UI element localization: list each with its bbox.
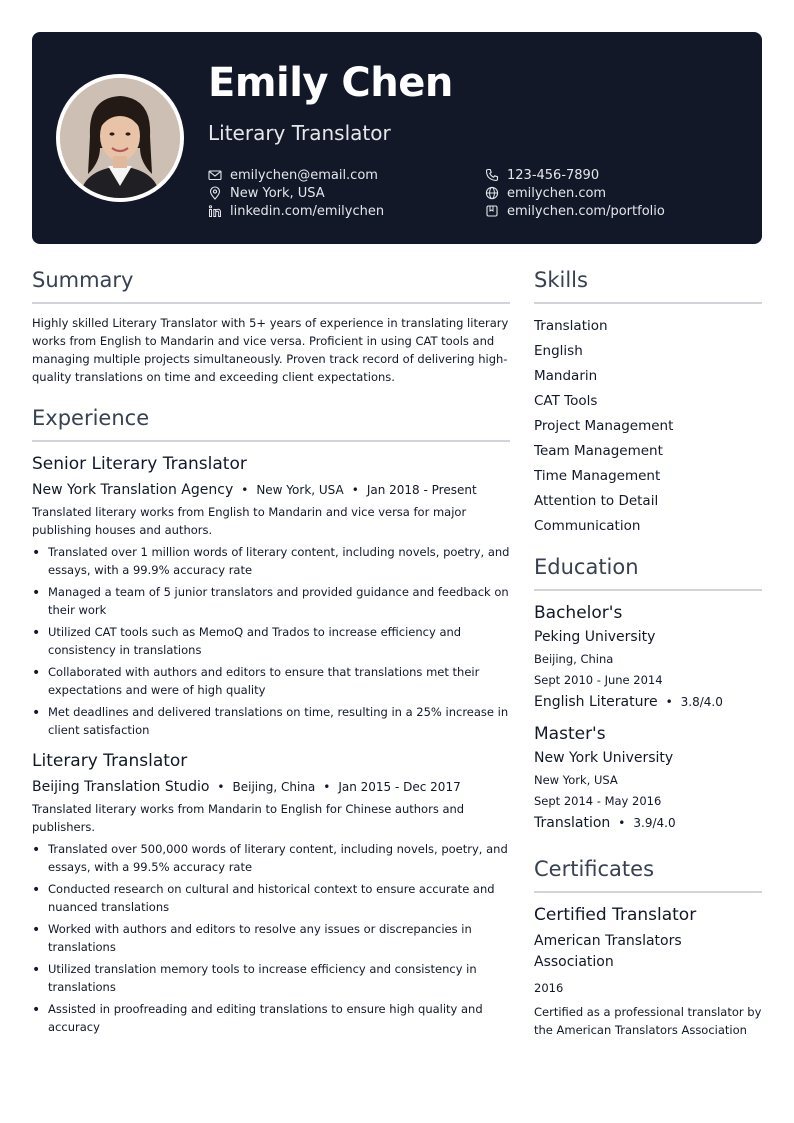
job-meta: Beijing Translation Studio • Beijing, China • Jan 2015 - Dec 2017 <box>32 779 461 795</box>
profile-photo <box>56 74 184 202</box>
list-item: • Utilized CAT tools such as MemoQ and Trados to increase efficiency and consistency in translations <box>32 623 510 659</box>
job-achievements <box>32 840 510 1036</box>
contact-email[interactable] <box>208 166 378 184</box>
skill-item: Team Management <box>534 443 663 459</box>
location-pin-icon <box>208 186 222 200</box>
resume-header <box>32 32 762 244</box>
edu-major: English Literature <box>534 694 658 710</box>
globe-icon <box>485 186 499 200</box>
skill-item: Mandarin <box>534 368 598 384</box>
mail-icon <box>208 168 222 182</box>
edu-field: Translation • 3.9/4.0 <box>534 815 676 831</box>
edu-location: Beijing, China <box>534 652 614 666</box>
skill-item: Translation <box>534 318 608 334</box>
job-description: Translated literary works from Mandarin to English for Chinese authors and publishers. <box>32 802 465 834</box>
portfolio-icon <box>485 204 499 218</box>
cert-issuer: American Translators Association <box>534 933 682 970</box>
job-title: Literary Translator <box>32 751 188 771</box>
skills-list <box>534 314 762 539</box>
skill-item: Communication <box>534 518 641 534</box>
job-dates: Jan 2015 - Dec 2017 <box>338 780 461 794</box>
contact-location <box>208 184 325 202</box>
job-meta: New York Translation Agency • New York, USA • Jan 2018 - Present <box>32 482 477 498</box>
skill-item: English <box>534 343 583 359</box>
edu-field: English Literature • 3.8/4.0 <box>534 694 723 710</box>
experience-heading: Experience <box>32 406 510 442</box>
list-item: • Utilized translation memory tools to increase efficiency and consistency in translations <box>32 960 510 996</box>
skill-item: Attention to Detail <box>534 493 659 509</box>
job-description: Translated literary works from English to Mandarin and vice versa for major publishing houses and authors. <box>32 505 467 537</box>
linkedin-text: linkedin.com/emilychen <box>230 203 385 219</box>
job-entry <box>32 751 510 1036</box>
candidate-name: Emily Chen <box>208 60 453 106</box>
list-item: • Translated over 1 million words of literary content, including novels, poetry, and essays, with a 99.9% accuracy rate <box>32 543 510 579</box>
list-item: • Conducted research on cultural and historical context to ensure accurate and nuanced translations <box>32 880 510 916</box>
skills-heading: Skills <box>534 268 762 304</box>
education-entry <box>534 603 762 710</box>
edu-degree: Master's <box>534 724 606 744</box>
edu-dates: Sept 2014 - May 2016 <box>534 794 662 808</box>
contact-info <box>208 166 688 226</box>
cert-name: Certified Translator <box>534 905 697 925</box>
skill-item: Time Management <box>534 468 661 484</box>
edu-gpa: 3.9/4.0 <box>633 816 676 830</box>
job-company: New York Translation Agency <box>32 482 234 498</box>
certificate-entry <box>534 905 762 1039</box>
certificates-heading: Certificates <box>534 857 762 893</box>
job-dates: Jan 2018 - Present <box>366 483 477 497</box>
cert-description: Certified as a professional translator by the American Translators Association <box>534 1005 762 1037</box>
summary-text: Highly skilled Literary Translator with 5+ years of experience in translating literary works from English to Mandarin and vice versa. Proficient in using CAT tools and managing multiple projects simultaneously. Proven track record of delivering high-quality translations on time and exceeding client expectations. <box>32 316 509 384</box>
contact-phone[interactable] <box>485 166 599 184</box>
cert-year: 2016 <box>534 981 564 995</box>
summary-heading: Summary <box>32 268 510 304</box>
job-entry <box>32 454 510 739</box>
website-text: emilychen.com <box>507 185 607 201</box>
edu-school: Peking University <box>534 629 656 645</box>
job-achievements <box>32 543 510 739</box>
list-item: • Managed a team of 5 junior translators and provided guidance and feedback on their work <box>32 583 510 619</box>
edu-gpa: 3.8/4.0 <box>680 695 723 709</box>
list-item: • Met deadlines and delivered translations on time, resulting in a 25% increase in client satisfaction <box>32 703 510 739</box>
side-column <box>534 268 762 1039</box>
education-entry <box>534 724 762 831</box>
edu-degree: Bachelor's <box>534 603 623 623</box>
list-item: • Assisted in proofreading and editing translations to ensure high quality and accuracy <box>32 1000 510 1036</box>
location-text: New York, USA <box>230 185 325 201</box>
job-company: Beijing Translation Studio <box>32 779 210 795</box>
candidate-role: Literary Translator <box>208 121 391 145</box>
job-location: Beijing, China <box>232 780 316 794</box>
edu-dates: Sept 2010 - June 2014 <box>534 673 663 687</box>
edu-school: New York University <box>534 750 674 766</box>
skill-item: CAT Tools <box>534 393 598 409</box>
phone-icon <box>485 168 499 182</box>
phone-text: 123-456-7890 <box>507 167 600 183</box>
job-title: Senior Literary Translator <box>32 454 247 474</box>
contact-website[interactable] <box>485 184 606 202</box>
edu-location: New York, USA <box>534 773 618 787</box>
list-item: • Collaborated with authors and editors to ensure that translations met their expectations and were of high quality <box>32 663 510 699</box>
skill-item: Project Management <box>534 418 674 434</box>
linkedin-icon <box>208 204 222 218</box>
contact-linkedin[interactable] <box>208 202 384 220</box>
contact-portfolio[interactable] <box>485 202 665 220</box>
main-column <box>32 268 510 1040</box>
education-heading: Education <box>534 555 762 591</box>
list-item: • Worked with authors and editors to resolve any issues or discrepancies in translations <box>32 920 510 956</box>
email-text: emilychen@email.com <box>230 167 378 183</box>
portfolio-text: emilychen.com/portfolio <box>507 203 665 219</box>
job-location: New York, USA <box>256 483 344 497</box>
list-item: • Translated over 500,000 words of literary content, including novels, poetry, and essays, with a 99.5% accuracy rate <box>32 840 510 876</box>
edu-major: Translation <box>534 815 611 831</box>
